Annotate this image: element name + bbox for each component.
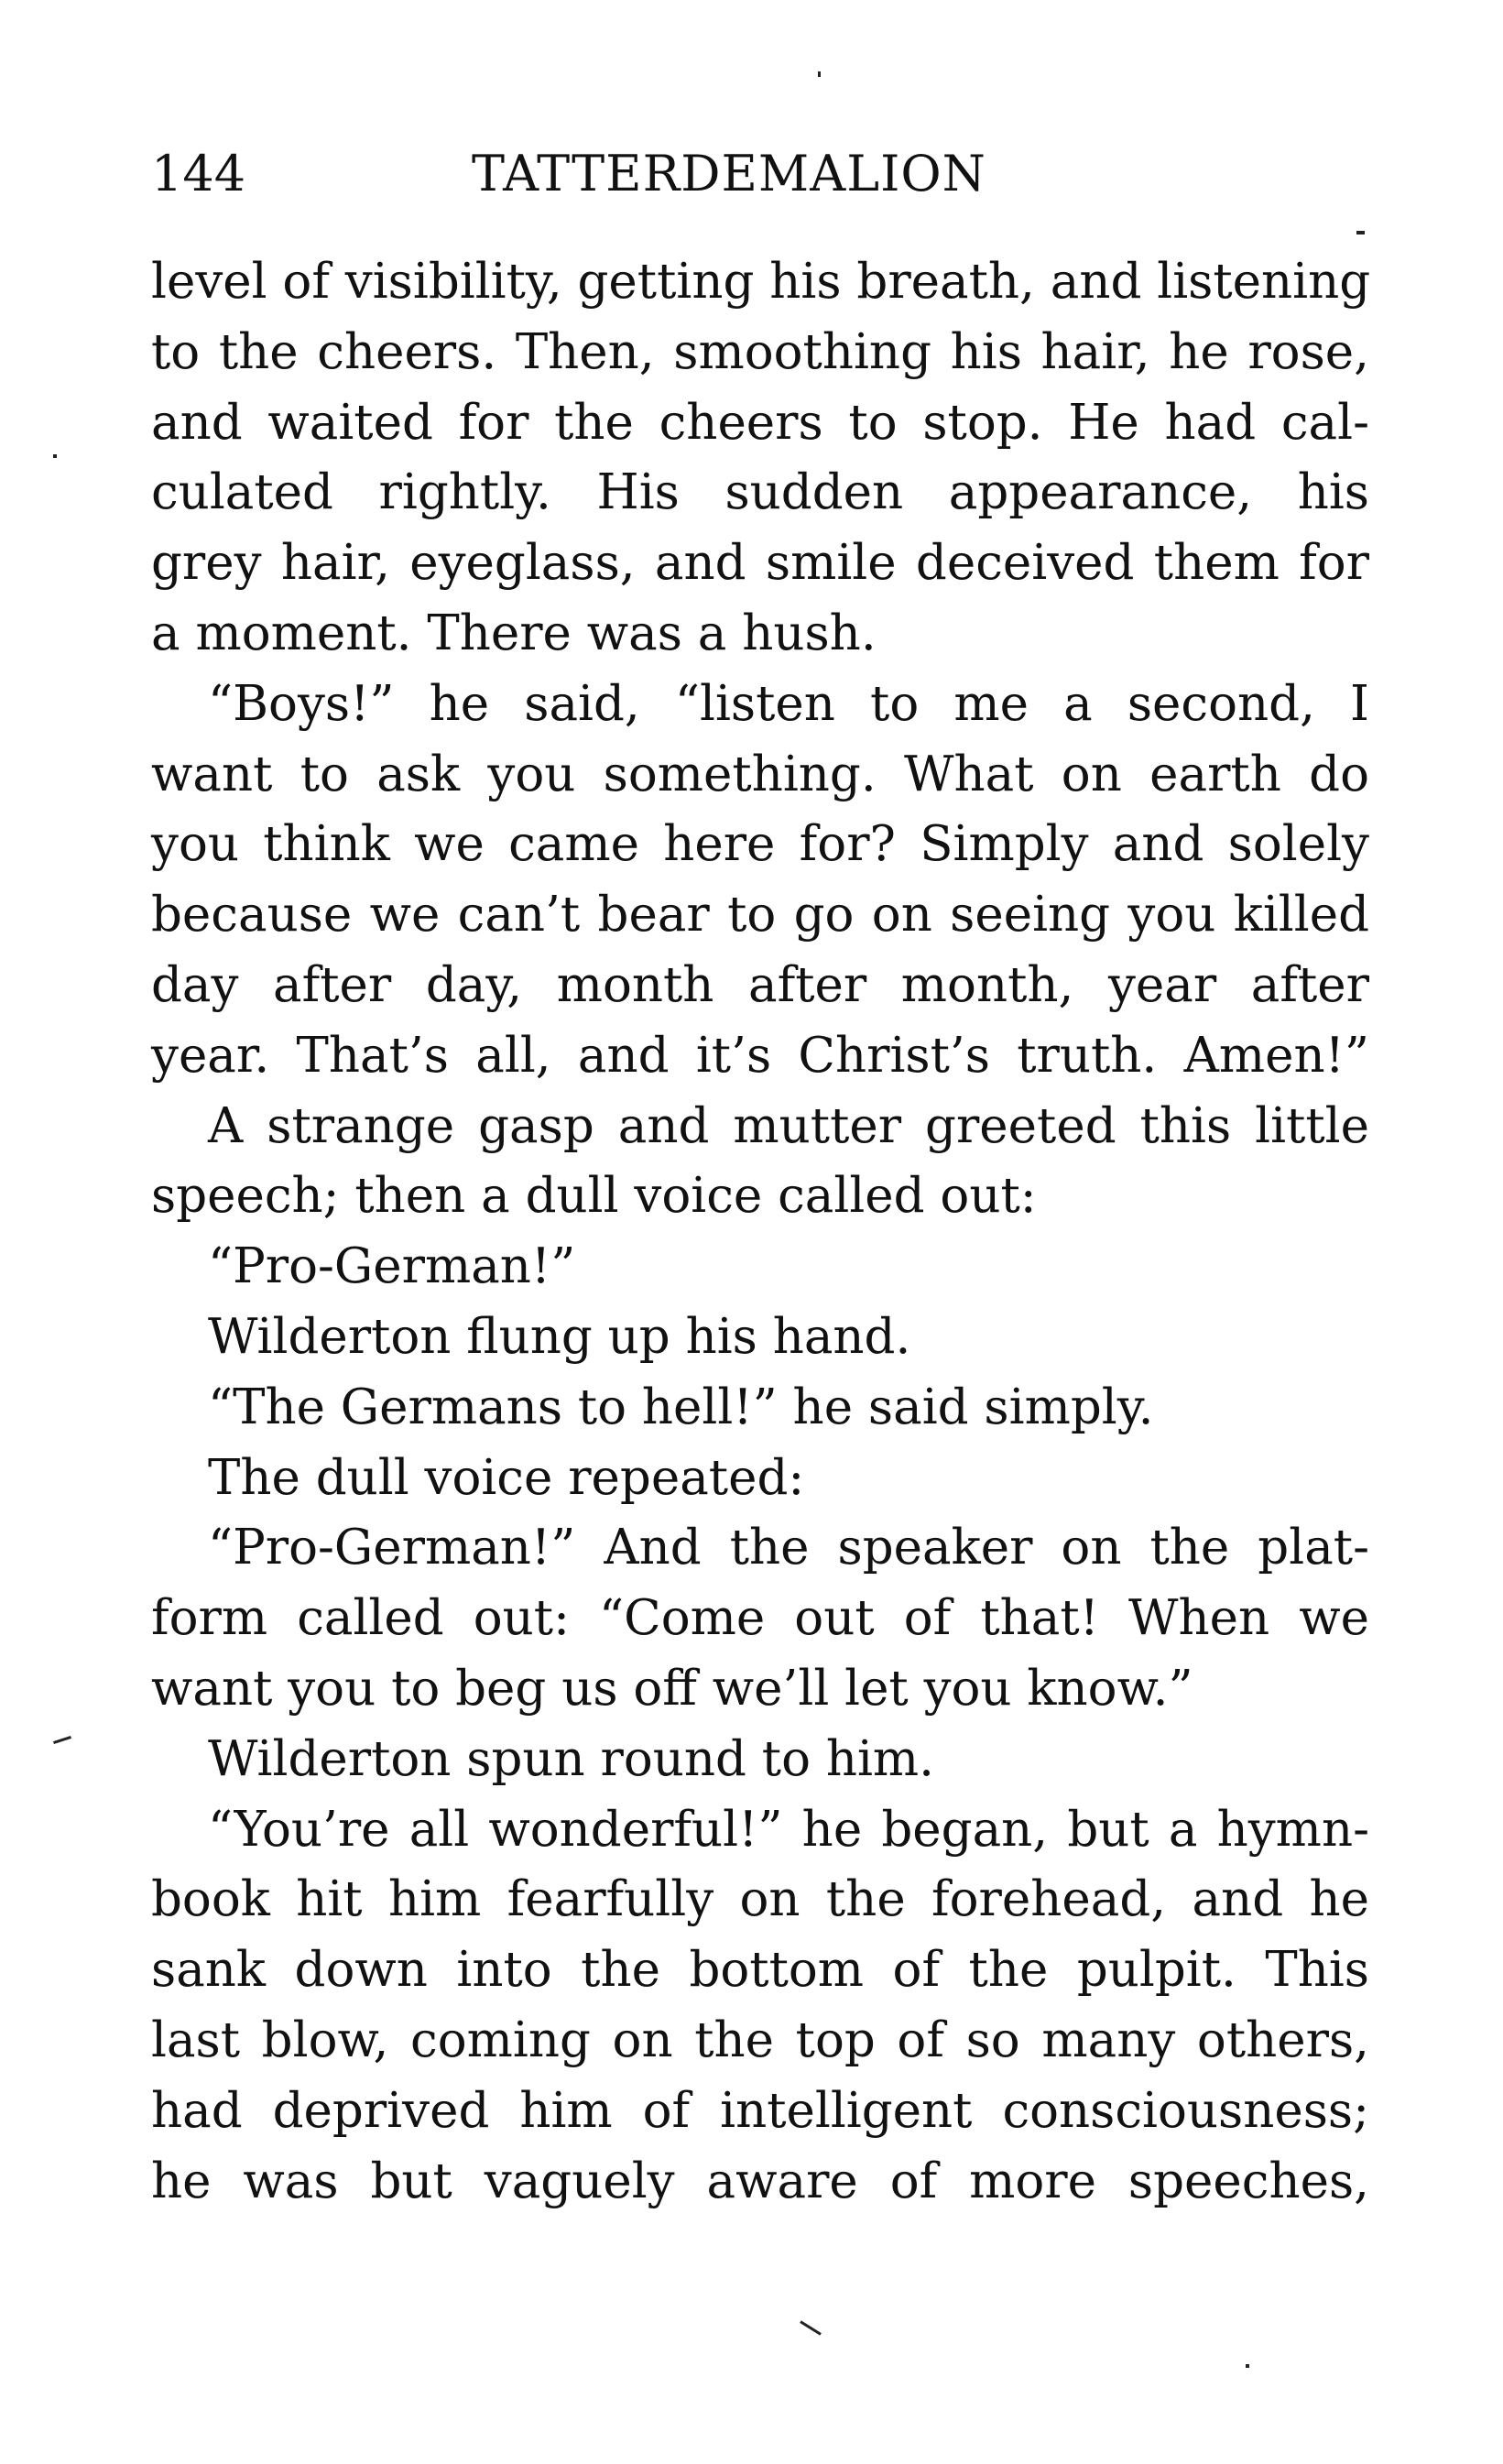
text-line: to the cheers. Then, smoothing his hair, he rose, xyxy=(151,323,1369,380)
text-line: “The Germans to hell!” he said simply. xyxy=(208,1379,1154,1435)
text-line: a moment. There was a hush. xyxy=(151,605,877,661)
text-line: last blow, coming on the top of so many others, xyxy=(151,2012,1369,2068)
text-line: form called out: “Come out of that! When we xyxy=(151,1590,1369,1647)
running-title: TATTERDEMALION xyxy=(472,145,986,202)
text-line: year. That’s all, and it’s Christ’s truth. Amen!” xyxy=(151,1027,1369,1084)
text-line: day after day, month after month, year after xyxy=(151,956,1369,1013)
text-line: “Pro-German!” xyxy=(208,1238,576,1295)
text-line: you think we came here for? Simply and solely xyxy=(151,816,1369,873)
text-line: grey hair, eyeglass, and smile deceived them for xyxy=(151,535,1369,592)
text-line: want you to beg us off we’ll let you know.” xyxy=(151,1660,1193,1717)
scan-speck xyxy=(1356,231,1365,234)
text-line: A strange gasp and mutter greeted this little xyxy=(208,1097,1369,1154)
text-line: “You’re all wonderful!” he began, but a hymn- xyxy=(208,1801,1369,1858)
text-line: he was but vaguely aware of more speeches, xyxy=(151,2153,1369,2209)
text-line: and waited for the cheers to stop. He had cal- xyxy=(151,394,1369,451)
scan-speck xyxy=(53,1736,71,1744)
page-number: 144 xyxy=(151,145,246,202)
text-line: speech; then a dull voice called out: xyxy=(151,1168,1037,1225)
text-line: The dull voice repeated: xyxy=(208,1449,805,1506)
scan-speck xyxy=(818,71,821,77)
text-line: want to ask you something. What on earth do xyxy=(151,746,1369,802)
text-line: sank down into the bottom of the pulpit. This xyxy=(151,1942,1369,1999)
text-line: “Pro-German!” And the speaker on the plat- xyxy=(208,1520,1369,1576)
page-header xyxy=(151,137,1369,211)
text-line: “Boys!” he said, “listen to me a second, I xyxy=(208,675,1369,732)
body-text xyxy=(151,247,1369,2217)
scan-speck xyxy=(800,2320,822,2335)
text-line: because we can’t bear to go on seeing you killed xyxy=(151,887,1369,943)
text-line: Wilderton flung up his hand. xyxy=(208,1308,911,1365)
text-line: book hit him fearfully on the forehead, and he xyxy=(151,1871,1369,1928)
text-line: had deprived him of intelligent consciousness; xyxy=(151,2082,1369,2139)
text-line: level of visibility, getting his breath, and listening xyxy=(151,254,1371,310)
scan-speck xyxy=(53,454,57,458)
text-line: Wilderton spun round to him. xyxy=(208,1730,935,1787)
text-line: culated rightly. His sudden appearance, his xyxy=(151,464,1369,521)
scan-speck xyxy=(1246,2364,1249,2368)
